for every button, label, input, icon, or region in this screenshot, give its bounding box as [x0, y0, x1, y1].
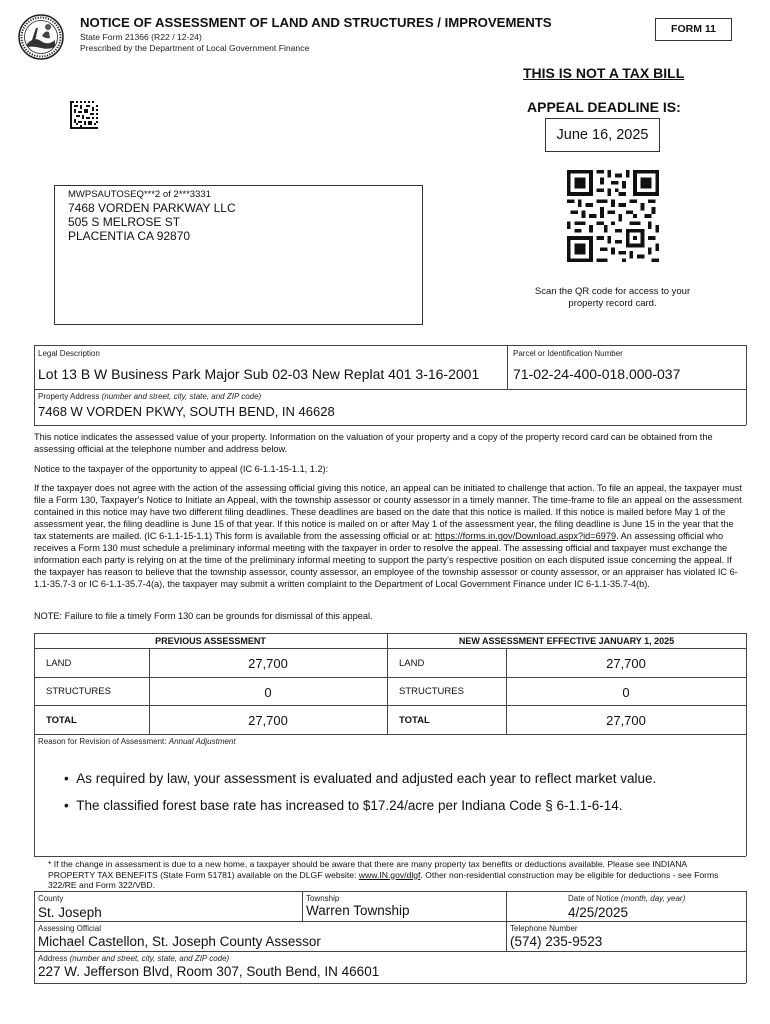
benefits-footnote: * If the change in assessment is due to a new home, a taxpayer should be aware that there are many property tax benefits or deductions available. Please see INDIANA PROPERTY TAX BENEFITS (State Form 51781) available on the DLGF website: www.IN.gov/dlgf. Other non-residential construction may be eligible for deductions - see Forms 322/RE and Form 322/VBD. [48, 859, 719, 890]
mail-sequence: MWPSAUTOSEQ***2 of 2***3331 [68, 189, 211, 200]
divider [34, 921, 746, 922]
form-title: NOTICE OF ASSESSMENT OF LAND AND STRUCTURES / IMPROVEMENTS [80, 15, 552, 30]
telephone-label: Telephone Number [510, 924, 578, 933]
legal-description-value: Lot 13 B W Business Park Major Sub 02-03 New Replat 401 3-16-2001 [38, 366, 480, 382]
appeal-paragraph: If the taxpayer does not agree with the action of the assessing official giving this notice, an appeal can be initiated to challenge that action. To file an appeal, the taxpayer must file a Form 130, Taxpayer's Notice to Initiate an Appeal, with the township assessor or county assessor in a timely manner. The time-frame to file an appeal on the assessment contained in this notice may have two different filing deadlines. These deadlines are based on the date that this notice is mailed. If this notice is mailed before May 1 of the assessment year, the filing deadline is June 15 of that year. If this notice is mailed on or after May 1 of the assessment year, the filing deadline is June 15 in the year that the tax statements are mailed. (IC 6-1.1-15-1.1) This form is available from the assessing official or at: https://forms.in.gov/Download.aspx?id=6979. An assessing official who receives a Form 130 must schedule a preliminary informal meeting with the taxpayer in order to resolve the appeal. The assessing official and taxpayer must exchange the information each party is relying on at the time of the preliminary informal meeting to support the party's respective position on each disputed issue concerning the appeal. If the taxpayer has reason to believe that the township assessor, county assessor, an employee of the township assessor or county assessor, or an appraiser has violated IC 6-1.1-35.7-3 or IC 6-1.1-35.7-4(a), the taxpayer may submit a written complaint to the Department of Local Government Finance under IC 6-1.1-35.7-4(b). [34, 483, 743, 589]
notice-date-value: 4/25/2025 [568, 905, 629, 920]
divider [34, 983, 746, 984]
divider [34, 951, 746, 952]
dlgf-link[interactable]: www.IN.gov/dlgf [358, 869, 421, 880]
township-value: Warren Township [306, 903, 410, 918]
official-address-value: 227 W. Jefferson Blvd, Room 307, South Bend, IN 46601 [38, 964, 380, 979]
new-assessment-header: NEW ASSESSMENT EFFECTIVE JANUARY 1, 2025 [458, 636, 675, 646]
prev-land-label: LAND [46, 658, 72, 669]
new-total-value: 27,700 [606, 713, 646, 728]
intro-paragraph: This notice indicates the assessed value of your property. Information on the valuation of your property and a copy of the property record card can be obtained from the assessing official at the telephone number and address below. [34, 432, 713, 454]
recipient-street: 505 S MELROSE ST [68, 215, 181, 229]
county-label: County [38, 894, 64, 903]
divider [34, 633, 746, 634]
parcel-number-label: Parcel or Identification Number [513, 349, 623, 358]
telephone-value: (574) 235-9523 [510, 934, 603, 949]
legal-description-label: Legal Description [38, 349, 100, 358]
divider [34, 425, 746, 426]
new-structures-label: STRUCTURES [399, 686, 464, 697]
recipient-name: 7468 VORDEN PARKWAY LLC [68, 201, 236, 215]
qr-caption: Scan the QR code for access to your property record card. [534, 286, 691, 309]
reason-bullet-item: • The classified forest base rate has increased to $17.24/acre per Indiana Code § 6-1.1-6-14. [64, 798, 623, 813]
divider [746, 345, 747, 425]
divider [34, 345, 746, 346]
county-value: St. Joseph [38, 905, 102, 920]
property-address-value: 7468 W VORDEN PKWY, SOUTH BEND, IN 46628 [38, 404, 335, 419]
state-seal-icon [18, 14, 64, 60]
prev-total-label: TOTAL [46, 715, 77, 726]
prev-structures-label: STRUCTURES [46, 686, 111, 697]
qr-code-icon[interactable] [567, 170, 659, 262]
divider [506, 891, 507, 951]
appeal-notice-heading: Notice to the taxpayer of the opportunity to appeal (IC 6-1.1-15-1.1, 1.2): [34, 464, 329, 474]
divider [387, 633, 388, 734]
divider [34, 677, 746, 678]
divider [34, 891, 746, 892]
divider [34, 891, 35, 983]
prev-land-value: 27,700 [248, 656, 288, 671]
recipient-city: PLACENTIA CA 92870 [68, 229, 191, 243]
parcel-number-value: 71-02-24-400-018.000-037 [513, 366, 681, 382]
divider [746, 891, 747, 983]
divider [507, 345, 508, 389]
note-paragraph: NOTE: Failure to file a timely Form 130 can be grounds for dismissal of this appeal. [34, 611, 373, 621]
divider [34, 705, 746, 706]
state-form-number: State Form 21366 (R22 / 12-24) [80, 32, 202, 42]
prev-total-value: 27,700 [248, 713, 288, 728]
divider [34, 633, 35, 856]
revision-reason: Reason for Revision of Assessment: Annual Adjustment [38, 737, 236, 746]
not-tax-bill-notice: THIS IS NOT A TAX BILL [523, 65, 685, 81]
previous-assessment-header: PREVIOUS ASSESSMENT [155, 636, 266, 646]
appeal-deadline-date: June 16, 2025 [545, 118, 660, 152]
notice-date-label: Date of Notice (month, day, year) [568, 894, 686, 903]
form-130-link[interactable]: https://forms.in.gov/Download.aspx?id=6979 [435, 531, 617, 541]
official-address-label: Address (number and street, city, state, and ZIP code) [38, 954, 230, 963]
new-structures-value: 0 [622, 685, 630, 700]
form-number-box: FORM 11 [655, 18, 732, 41]
township-label: Township [306, 894, 340, 903]
divider [746, 633, 747, 856]
divider [34, 345, 35, 425]
appeal-deadline-label: APPEAL DEADLINE IS: [527, 99, 681, 115]
property-address-label: Property Address (number and street, city, state, and ZIP code) [38, 392, 262, 401]
divider [34, 648, 746, 649]
divider [34, 734, 746, 735]
prev-structures-value: 0 [264, 685, 272, 700]
reason-bullet-item: • As required by law, your assessment is evaluated and adjusted each year to reflect market value. [64, 771, 657, 786]
divider [302, 891, 303, 921]
prescribed-by: Prescribed by the Department of Local Government Finance [80, 43, 310, 53]
new-total-label: TOTAL [399, 715, 430, 726]
assessing-official-label: Assessing Official [38, 924, 101, 933]
new-land-label: LAND [399, 658, 425, 669]
assessing-official-value: Michael Castellon, St. Joseph County Assessor [38, 934, 321, 949]
divider [34, 389, 746, 390]
datamatrix-barcode-icon [70, 101, 98, 129]
new-land-value: 27,700 [606, 656, 646, 671]
divider [34, 856, 746, 857]
